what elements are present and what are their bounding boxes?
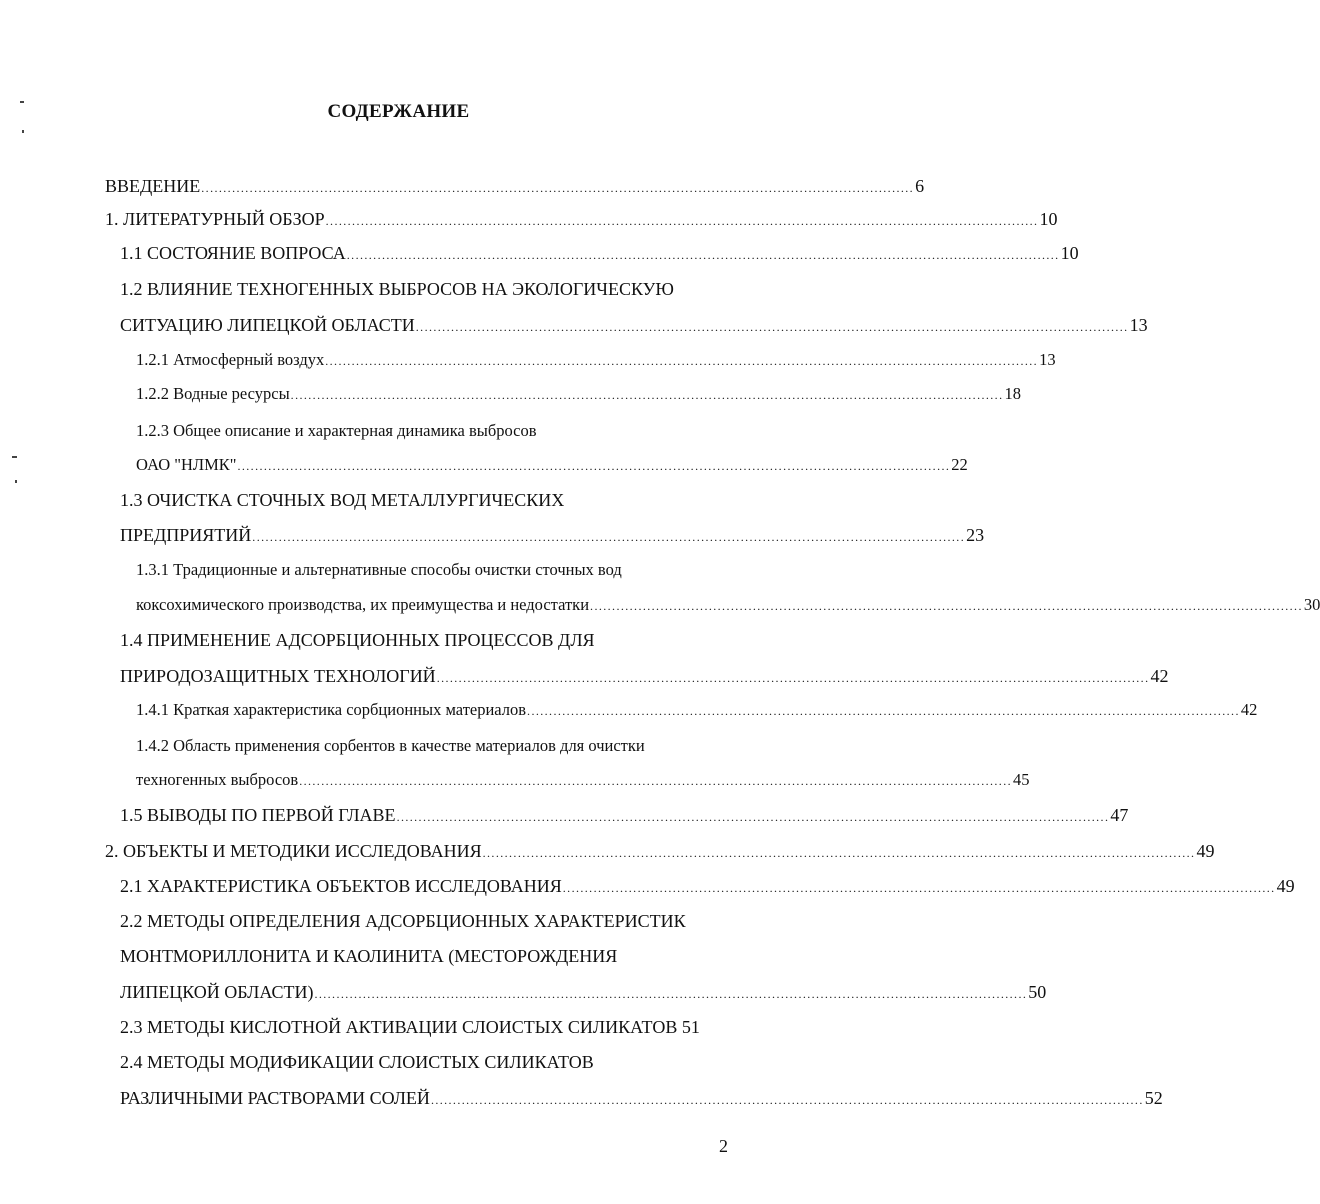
toc-entry-title: 2. ОБЪЕКТЫ И МЕТОДИКИ ИССЛЕДОВАНИЯ <box>105 841 482 861</box>
toc-entry <box>120 906 738 936</box>
toc-leader-dots: .................................................................................................................................................................. <box>290 388 1004 402</box>
toc-entry <box>136 731 738 761</box>
toc-entry <box>105 171 925 201</box>
toc-entry <box>120 977 1047 1007</box>
toc-leader-dots: .................................................................................................................................................................. <box>325 214 1039 228</box>
toc-entry-title: ЛИПЕЦКОЙ ОБЛАСТИ) <box>120 982 314 1002</box>
toc-entry <box>136 695 1258 725</box>
toc-entry <box>120 520 985 550</box>
toc-entry-page: 49 <box>1196 841 1215 861</box>
toc-entry <box>136 450 968 480</box>
toc-entry <box>105 836 1215 866</box>
scan-mark <box>12 456 17 458</box>
toc-leader-dots: .................................................................................................................................................................. <box>314 987 1028 1001</box>
scan-mark <box>22 130 24 133</box>
toc-entry-page: 22 <box>951 455 968 474</box>
toc-entry-title: 1.1 СОСТОЯНИЕ ВОПРОСА <box>120 243 346 263</box>
toc-entry-title: 1.4 ПРИМЕНЕНИЕ АДСОРБЦИОННЫХ ПРОЦЕССОВ ДЛЯ <box>120 630 595 650</box>
toc-entry-page: 42 <box>1150 666 1169 686</box>
toc-entry <box>120 1012 738 1042</box>
toc-leader-dots: .................................................................................................................................................................. <box>527 704 1240 718</box>
toc-leader-dots: .................................................................................................................................................................. <box>436 671 1150 685</box>
toc-entry <box>120 941 738 971</box>
toc-entry <box>120 1083 1163 1113</box>
toc-entry-page: 10 <box>1039 209 1058 229</box>
toc-entry-page: 18 <box>1004 384 1021 403</box>
toc-entry-page: 49 <box>1276 876 1295 896</box>
toc-entry-page: 52 <box>1144 1088 1163 1108</box>
toc-leader-dots: .................................................................................................................................................................. <box>252 530 966 544</box>
toc-entry <box>120 310 1148 340</box>
toc-entry-page: 13 <box>1129 315 1148 335</box>
toc-entry <box>120 625 738 655</box>
toc-leader-dots: .................................................................................................................................................................. <box>299 774 1013 788</box>
toc-leader-dots: .................................................................................................................................................................. <box>201 181 915 195</box>
toc-entry-title: 1.3.1 Традиционные и альтернативные способы очистки сточных вод <box>136 560 622 579</box>
scan-mark <box>15 480 17 483</box>
toc-entry-title: 2.3 МЕТОДЫ КИСЛОТНОЙ АКТИВАЦИИ СЛОИСТЫХ СИЛИКАТОВ 51 <box>120 1017 700 1037</box>
toc-entry-title: ПРИРОДОЗАЩИТНЫХ ТЕХНОЛОГИЙ <box>120 666 436 686</box>
toc-entry-title: 1.5 ВЫВОДЫ ПО ПЕРВОЙ ГЛАВЕ <box>120 805 396 825</box>
toc-entry <box>120 871 1295 901</box>
toc-entry-title: 1.2 ВЛИЯНИЕ ТЕХНОГЕННЫХ ВЫБРОСОВ НА ЭКОЛОГИЧЕСКУЮ <box>120 279 674 299</box>
toc-entry <box>120 485 738 515</box>
toc-entry-title: МОНТМОРИЛЛОНИТА И КАОЛИНИТА (МЕСТОРОЖДЕНИЯ <box>120 946 618 966</box>
toc-entry-title: ОАО "НЛМК" <box>136 455 237 474</box>
toc-entry <box>136 555 738 585</box>
toc-entry-title: 1.4.1 Краткая характеристика сорбционных материалов <box>136 700 527 719</box>
toc-entry-title: СИТУАЦИЮ ЛИПЕЦКОЙ ОБЛАСТИ <box>120 315 415 335</box>
toc-entry-title: 2.2 МЕТОДЫ ОПРЕДЕЛЕНИЯ АДСОРБЦИОННЫХ ХАРАКТЕРИСТИК <box>120 911 686 931</box>
toc-entry <box>120 800 1129 830</box>
toc-entry-title: РАЗЛИЧНЫМИ РАСТВОРАМИ СОЛЕЙ <box>120 1088 430 1108</box>
toc-entry-page: 45 <box>1013 770 1030 789</box>
toc-entry-title: 1. ЛИТЕРАТУРНЫЙ ОБЗОР <box>105 209 325 229</box>
toc-entry-title: 1.2.2 Водные ресурсы <box>136 384 290 403</box>
toc-entry-page: 10 <box>1060 243 1079 263</box>
toc-leader-dots: .................................................................................................................................................................. <box>237 459 951 473</box>
toc-entry <box>136 416 738 446</box>
toc-leader-dots: .................................................................................................................................................................. <box>396 810 1110 824</box>
toc-entry <box>120 661 1169 691</box>
toc-entry <box>105 204 1058 234</box>
toc-entry-title: 2.4 МЕТОДЫ МОДИФИКАЦИИ СЛОИСТЫХ СИЛИКАТОВ <box>120 1052 594 1072</box>
toc-entry-title: техногенных выбросов <box>136 770 299 789</box>
toc-entry-title: 1.2.1 Атмосферный воздух <box>136 350 325 369</box>
toc-entry-page: 42 <box>1240 700 1258 719</box>
toc-leader-dots: .................................................................................................................................................................. <box>482 846 1196 860</box>
toc-entry-title: 1.2.3 Общее описание и характерная динамика выбросов <box>136 421 537 440</box>
toc-entry <box>136 379 1021 409</box>
toc-entry-page: 6 <box>915 176 925 196</box>
toc-entry-page: 23 <box>966 525 985 545</box>
toc-leader-dots: .................................................................................................................................................................. <box>325 354 1039 368</box>
toc-leader-dots: .................................................................................................................................................................. <box>415 320 1129 334</box>
toc-leader-dots: .................................................................................................................................................................. <box>346 248 1060 262</box>
toc-leader-dots: .................................................................................................................................................................. <box>562 881 1276 895</box>
page-title: СОДЕРЖАНИЕ <box>327 101 470 122</box>
toc-entry <box>120 238 1079 268</box>
toc-entry-title: 1.3 ОЧИСТКА СТОЧНЫХ ВОД МЕТАЛЛУРГИЧЕСКИХ <box>120 490 565 510</box>
toc-entry <box>136 765 1030 795</box>
toc-entry-title: 2.1 ХАРАКТЕРИСТИКА ОБЪЕКТОВ ИССЛЕДОВАНИЯ <box>120 876 562 896</box>
toc-entry <box>136 590 1320 620</box>
scan-mark <box>20 101 24 103</box>
toc-entry-title: ВВЕДЕНИЕ <box>105 176 201 196</box>
toc-entry-page: 47 <box>1110 805 1129 825</box>
page-number: 2 <box>719 1136 728 1156</box>
toc-entry <box>120 1047 738 1077</box>
toc-entry-page: 30 <box>1303 595 1320 614</box>
toc-entry-title: ПРЕДПРИЯТИЙ <box>120 525 252 545</box>
toc-entry <box>136 345 1056 375</box>
toc-entry-title: 1.4.2 Область применения сорбентов в качестве материалов для очистки <box>136 736 645 755</box>
toc-entry-title: коксохимического производства, их преимущества и недостатки <box>136 595 590 614</box>
toc-entry-page: 50 <box>1028 982 1047 1002</box>
toc-entry-page: 13 <box>1039 350 1056 369</box>
toc-entry <box>120 274 738 304</box>
toc-leader-dots: .................................................................................................................................................................. <box>590 599 1303 613</box>
toc-leader-dots: .................................................................................................................................................................. <box>430 1093 1144 1107</box>
